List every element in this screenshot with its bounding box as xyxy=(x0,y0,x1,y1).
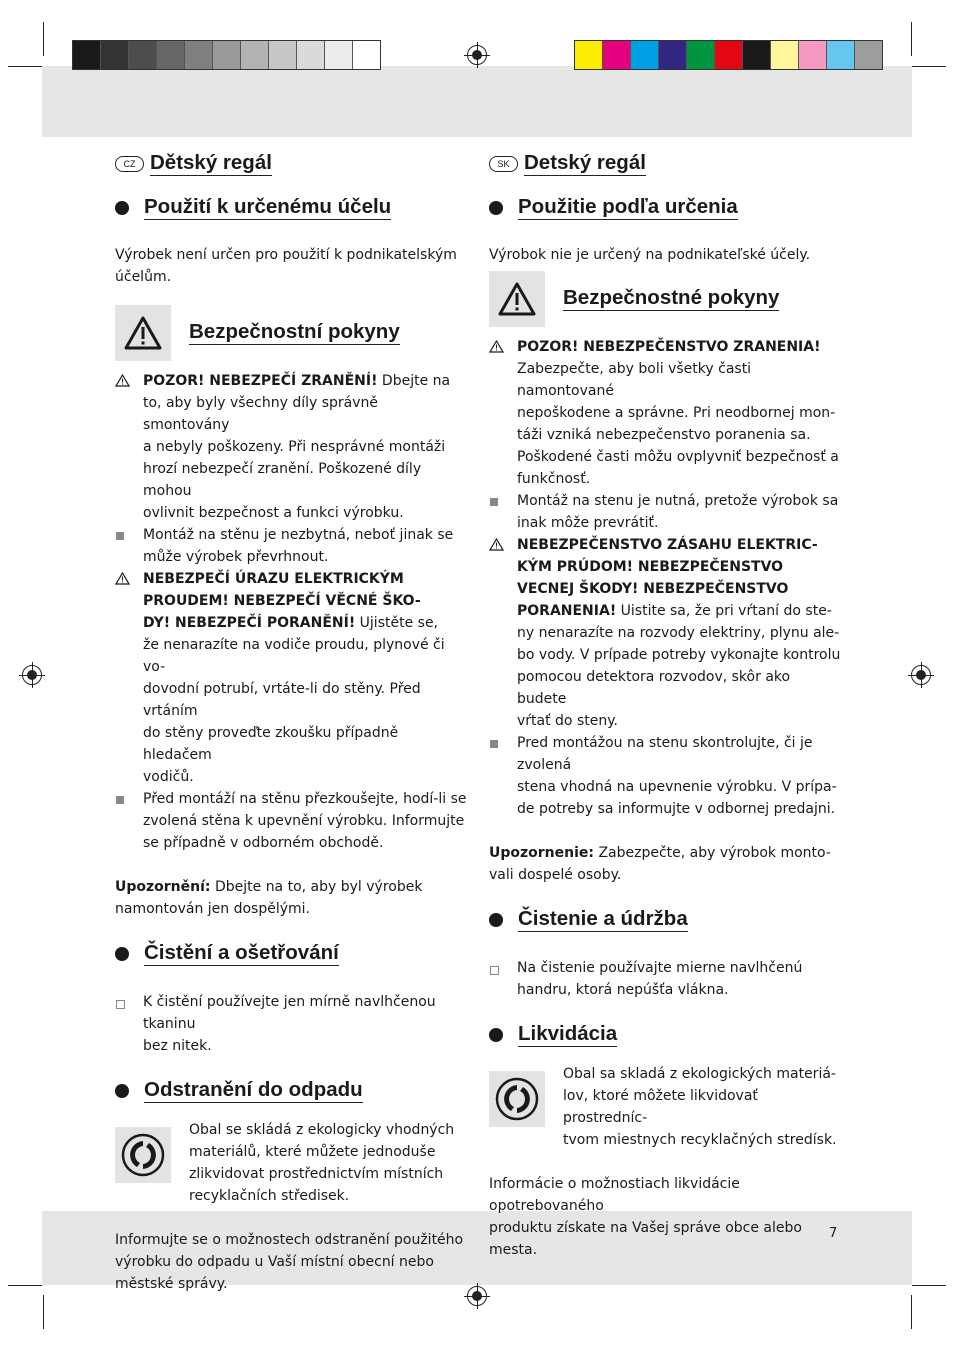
color-swatch xyxy=(659,41,687,69)
color-swatch xyxy=(353,41,380,69)
color-swatch xyxy=(827,41,855,69)
warning-small-icon xyxy=(489,538,504,551)
language-badge: SK xyxy=(489,156,518,172)
warning-triangle-icon xyxy=(115,305,171,361)
color-swatch xyxy=(325,41,353,69)
section-heading: Použití k určenému účelu xyxy=(115,194,467,222)
list-item: Před montáží na stěnu přezkoušejte, hodí-li se zvolená stěna k upevnění výrobku. Informujte se případně v odborném obchodě. xyxy=(115,788,467,854)
color-swatch xyxy=(101,41,129,69)
crop-mark xyxy=(911,1295,912,1329)
color-swatch xyxy=(297,41,325,69)
crop-mark xyxy=(912,66,946,67)
green-dot-recycling-icon xyxy=(115,1127,171,1183)
color-swatch xyxy=(715,41,743,69)
list-item: Pred montážou na stenu skontrolujte, či je zvolená stena vhodná na upevnenie výrobku. V prípa- de potreby sa informujte v odbornej predajni. xyxy=(489,732,841,820)
color-calibration-bar xyxy=(574,40,883,70)
list-item: Montáž na stenu je nutná, pretože výrobok sa inak môže prevrátiť. xyxy=(489,490,841,534)
note-paragraph: Upozornenie: Zabezpečte, aby výrobok monto- vali dospelé osoby. xyxy=(489,845,831,883)
section-heading: Čistění a ošetřování xyxy=(115,940,467,968)
section-heading: Likvidácia xyxy=(489,1021,841,1049)
bullet-dot-icon xyxy=(115,947,129,961)
bullet-dot-icon xyxy=(115,201,129,215)
crop-mark xyxy=(912,1285,946,1286)
safety-heading: Bezpečnostní pokyny xyxy=(115,304,467,362)
paragraph: Výrobok nie je určený na podnikateľské účely. xyxy=(489,247,811,263)
list-item: K čistění používejte jen mírně navlhčenou tkaninu bez nitek. xyxy=(115,991,467,1057)
color-swatch xyxy=(631,41,659,69)
bullet-dot-icon xyxy=(489,1028,503,1042)
color-swatch xyxy=(743,41,771,69)
page-title: CZ Dětský regál xyxy=(115,150,467,178)
bullet-dot-icon xyxy=(489,913,503,927)
color-swatch xyxy=(603,41,631,69)
bullet-dot-icon xyxy=(115,1084,129,1098)
list-item: Montáž na stěnu je nezbytná, neboť jinak se může výrobek převrhnout. xyxy=(115,524,467,568)
recycling-block: Obal se skládá z ekologicky vhodných materiálů, které můžete jednoduše zlikvidovat prostřednictvím místních recyklačních středisek. xyxy=(115,1119,467,1207)
language-badge: CZ xyxy=(115,156,144,172)
color-swatch xyxy=(799,41,827,69)
square-bullet-icon xyxy=(490,498,498,506)
crop-mark xyxy=(43,22,44,56)
green-dot-recycling-icon xyxy=(489,1071,545,1127)
warning-small-icon xyxy=(115,572,130,585)
color-swatch xyxy=(687,41,715,69)
warning-small-icon xyxy=(115,374,130,387)
page-title: SK Detský regál xyxy=(489,150,841,178)
warning-item: NEBEZPEČENSTVO ZÁSAHU ELEKTRIC- KÝM PRÚDOM! NEBEZPEČENSTVO VECNEJ ŠKODY! NEBEZPEČENSTVO PORANENIA! Uistite sa, že pri vŕtaní do ste- ny nenarazíte na rozvody elektriny, plynu ale- bo vody. V prípade potreby vykonajte kontrolu pomocou detektora rozvodov, skôr ako budete vŕtať do steny. xyxy=(489,534,841,732)
square-bullet-icon xyxy=(116,796,124,804)
crop-mark xyxy=(43,1295,44,1329)
note-paragraph: Upozornění: Dbejte na to, aby byl výrobek namontován jen dospělými. xyxy=(115,879,423,917)
color-swatch xyxy=(185,41,213,69)
recycling-block: Obal sa skladá z ekologických materiá- lov, ktoré môžete likvidovať prostredníc- tvom miestnych recyklačných stredísk. xyxy=(489,1063,841,1151)
page-number: 7 xyxy=(829,1226,838,1241)
grayscale-calibration-bar xyxy=(72,40,381,70)
crop-mark xyxy=(8,66,42,67)
warning-small-icon xyxy=(489,340,504,353)
registration-mark-icon xyxy=(467,1286,487,1306)
color-swatch xyxy=(855,41,882,69)
warning-item: NEBEZPEČÍ ÚRAZU ELEKTRICKÝM PROUDEM! NEBEZPEČÍ VĚCNÉ ŠKO- DY! NEBEZPEČÍ PORANĚNÍ! Ujistěte se, že nenarazíte na vodiče proudu, plynové či vo- dovodní potrubí, vrtáte-li do stěny. Před vrtáním do stěny proveďte zkoušku případně hledačem vodičů. xyxy=(115,568,467,788)
safety-heading: Bezpečnostné pokyny xyxy=(489,270,841,328)
color-swatch xyxy=(129,41,157,69)
slovak-column xyxy=(489,150,841,1261)
square-bullet-icon xyxy=(116,532,124,540)
color-swatch xyxy=(73,41,101,69)
color-swatch xyxy=(213,41,241,69)
warning-item: POZOR! NEBEZPEČENSTVO ZRANENIA! Zabezpečte, aby boli všetky časti namontované nepoškodene a správne. Pri neodbornej mon- táži vzniká nebezpečenstvo poranenia sa. Poškodené časti môžu ovplyvniť bezpečnosť a funkčnosť. xyxy=(489,336,841,490)
crop-mark xyxy=(8,1285,42,1286)
crop-mark xyxy=(911,22,912,56)
open-square-bullet-icon xyxy=(490,966,499,975)
color-swatch xyxy=(575,41,603,69)
warning-item: POZOR! NEBEZPEČÍ ZRANĚNÍ! Dbejte na to, aby byly všechny díly správně smontovány a nebyly poškozeny. Při nesprávné montáži hrozí nebezpečí zranění. Poškozené díly mohou ovlivnit bezpečnost a funkci výrobku. xyxy=(115,370,467,524)
registration-mark-icon xyxy=(911,665,931,685)
czech-column xyxy=(115,150,467,1295)
color-swatch xyxy=(241,41,269,69)
top-gray-band xyxy=(42,66,912,137)
paragraph: Výrobek není určen pro použití k podnikatelským účelům. xyxy=(115,247,457,285)
paragraph: Informácie o možnostiach likvidácie opotrebovaného produktu získate na Vašej správe obce alebo mesta. xyxy=(489,1176,802,1258)
square-bullet-icon xyxy=(490,740,498,748)
open-square-bullet-icon xyxy=(116,1000,125,1009)
color-swatch xyxy=(157,41,185,69)
list-item: Na čistenie používajte mierne navlhčenú handru, ktorá nepúšťa vlákna. xyxy=(489,957,841,1001)
section-heading: Odstranění do odpadu xyxy=(115,1077,467,1105)
bullet-dot-icon xyxy=(489,201,503,215)
color-swatch xyxy=(269,41,297,69)
warning-triangle-icon xyxy=(489,271,545,327)
section-heading: Čistenie a údržba xyxy=(489,906,841,934)
paragraph: Informujte se o možnostech odstranění použitého výrobku do odpadu u Vaší místní obecní nebo městské správy. xyxy=(115,1232,464,1292)
registration-mark-icon xyxy=(22,665,42,685)
registration-mark-icon xyxy=(467,45,487,65)
color-swatch xyxy=(771,41,799,69)
section-heading: Použitie podľa určenia xyxy=(489,194,841,222)
